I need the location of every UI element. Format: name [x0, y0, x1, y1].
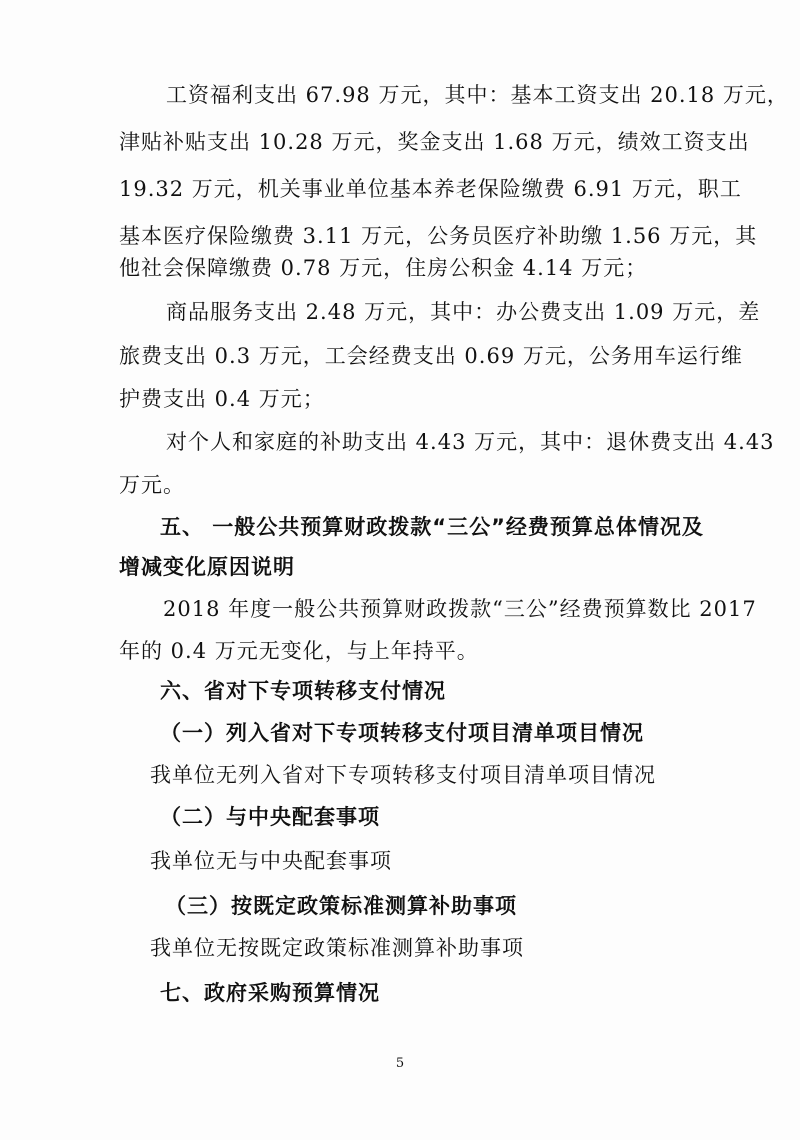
section7-heading: 七、政府采购预算情况 [160, 981, 380, 1005]
paragraph-wages-line: 基本医疗保险缴费 3.11 万元，公务员医疗补助缴 1.56 万元，其 [119, 224, 758, 248]
paragraph-subsidy-line: 对个人和家庭的补助支出 4.43 万元，其中：退休费支出 4.43 [166, 430, 775, 454]
sub2-body: 我单位无与中央配套事项 [150, 849, 392, 873]
sub1-body: 我单位无列入省对下专项转移支付项目清单项目情况 [150, 763, 656, 787]
section5-heading: 五、 一般公共预算财政拨款“三公”经费预算总体情况及 [160, 515, 704, 539]
sub3-body: 我单位无按既定政策标准测算补助事项 [150, 936, 524, 960]
paragraph-wages-line: 19.32 万元，机关事业单位基本养老保险缴费 6.91 万元，职工 [119, 177, 742, 201]
paragraph-goods-line: 护费支出 0.4 万元； [119, 387, 325, 411]
paragraph-goods-line: 旅费支出 0.3 万元，工会经费支出 0.69 万元，公务用车运行维 [119, 344, 743, 368]
sub3-heading: （三）按既定政策标准测算补助事项 [165, 893, 517, 918]
page-number: 5 [395, 1056, 405, 1071]
sub1-heading: （一）列入省对下专项转移支付项目清单项目情况 [160, 720, 644, 745]
sub2-heading: （二）与中央配套事项 [160, 804, 380, 829]
section5-heading: 增减变化原因说明 [119, 555, 295, 579]
section5-body-line: 2018 年度一般公共预算财政拨款“三公”经费预算数比 2017 [163, 597, 757, 621]
paragraph-subsidy-line: 万元。 [119, 473, 185, 497]
paragraph-wages-line: 他社会保障缴费 0.78 万元，住房公积金 4.14 万元； [119, 256, 648, 280]
section5-body-line: 年的 0.4 万元无变化，与上年持平。 [119, 639, 479, 663]
paragraph-wages-line: 工资福利支出 67.98 万元，其中：基本工资支出 20.18 万元， [166, 83, 789, 107]
paragraph-goods-line: 商品服务支出 2.48 万元，其中：办公费支出 1.09 万元，差 [166, 300, 761, 324]
section6-heading: 六、省对下专项转移支付情况 [160, 679, 446, 703]
paragraph-wages-line: 津贴补贴支出 10.28 万元，奖金支出 1.68 万元，绩效工资支出 [119, 130, 750, 154]
